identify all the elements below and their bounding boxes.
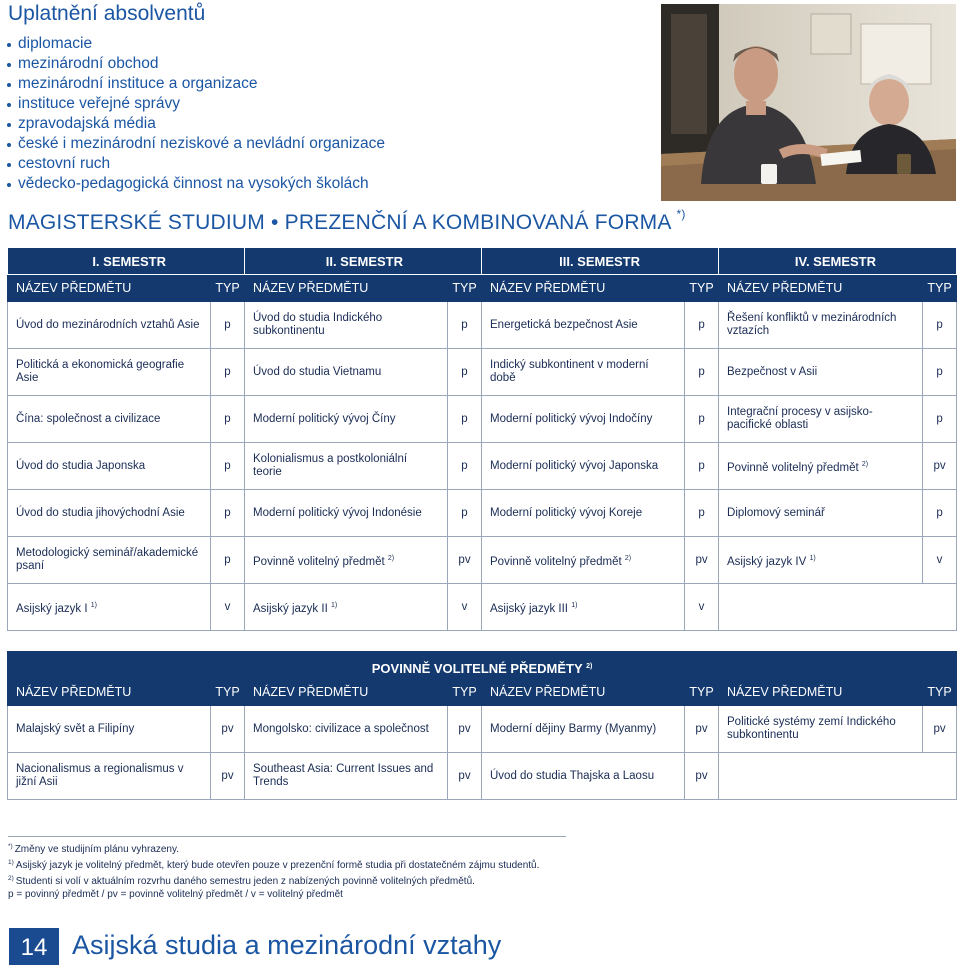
course-type: pv bbox=[448, 537, 482, 584]
course-name bbox=[719, 490, 923, 537]
electives-table bbox=[7, 651, 957, 800]
course-title: Povinně volitelný předmět bbox=[253, 555, 385, 568]
course-name bbox=[8, 706, 211, 753]
study-heading bbox=[8, 207, 686, 235]
course-type: pv bbox=[685, 706, 719, 753]
course-title: Mongolsko: civilizace a společnost bbox=[253, 722, 429, 735]
page-number: 14 bbox=[9, 928, 59, 965]
course-title: Řešení konfliktů v mezinárodních vztazích bbox=[727, 312, 897, 337]
table-row bbox=[8, 537, 957, 584]
course-name bbox=[719, 349, 923, 396]
course-name bbox=[482, 584, 685, 631]
course-name bbox=[719, 302, 923, 349]
course-name bbox=[482, 396, 685, 443]
course-type: pv bbox=[923, 443, 957, 490]
course-name bbox=[8, 396, 211, 443]
course-type: p bbox=[923, 490, 957, 537]
course-type: p bbox=[923, 349, 957, 396]
course-name bbox=[719, 443, 923, 490]
course-title: Úvod do studia Indického subkontinentu bbox=[253, 312, 383, 337]
footnote-ref: 1) bbox=[809, 554, 816, 562]
course-name bbox=[245, 584, 448, 631]
course-title: Nacionalismus a regionalismus v jižní Asii bbox=[16, 763, 184, 788]
course-name bbox=[482, 537, 685, 584]
course-type: pv bbox=[448, 753, 482, 800]
course-title: Úvod do studia Vietnamu bbox=[253, 365, 382, 378]
course-type: pv bbox=[211, 753, 245, 800]
study-heading-mark: *) bbox=[676, 207, 686, 221]
footnote: *) Změny ve studijním plánu vyhrazeny. bbox=[8, 843, 180, 855]
column-header-name: NÁZEV PŘEDMĚTU bbox=[8, 275, 211, 302]
course-title: Úvod do studia jihovýchodní Asie bbox=[16, 506, 185, 519]
footnote: $^{1)}$ Asijský jazyk je volitelný předmět, který bude otevřen pouze v prezenční formě studia při dostatečném zájmu studentů. bbox=[8, 859, 540, 871]
course-name bbox=[482, 753, 685, 800]
course-title: Asijský jazyk II bbox=[253, 602, 328, 615]
course-title: Povinně volitelný předmět bbox=[490, 555, 622, 568]
column-header-name: NÁZEV PŘEDMĚTU bbox=[245, 679, 448, 706]
column-header-row bbox=[8, 679, 957, 706]
course-name bbox=[245, 443, 448, 490]
course-type: v bbox=[923, 537, 957, 584]
course-type: p bbox=[211, 302, 245, 349]
course-title: Politické systémy zemí Indického subkontinentu bbox=[727, 716, 896, 741]
semester-header: II. SEMESTR bbox=[245, 248, 482, 275]
footnotes bbox=[8, 840, 539, 901]
course-title: Integrační procesy v asijsko-pacifické oblasti bbox=[727, 406, 873, 431]
footnote-ref: 1) bbox=[330, 601, 338, 609]
list-item: mezinárodní instituce a organizace bbox=[6, 74, 385, 94]
course-title: Moderní politický vývoj Indonésie bbox=[253, 506, 422, 519]
course-title: Úvod do mezinárodních vztahů Asie bbox=[16, 318, 200, 331]
course-title: Politická a ekonomická geografie Asie bbox=[16, 359, 185, 384]
course-name bbox=[245, 753, 448, 800]
course-type: v bbox=[211, 584, 245, 631]
column-header-type: TYP bbox=[211, 679, 245, 706]
course-title: Diplomový seminář bbox=[727, 506, 825, 519]
curriculum-table bbox=[7, 247, 957, 631]
footnote-ref: 2) bbox=[861, 460, 869, 468]
table-row bbox=[8, 753, 957, 800]
course-type: p bbox=[685, 396, 719, 443]
course-title: Povinně volitelný předmět bbox=[727, 461, 859, 474]
course-name bbox=[245, 396, 448, 443]
course-name bbox=[8, 349, 211, 396]
column-header-name: NÁZEV PŘEDMĚTU bbox=[482, 679, 685, 706]
column-header-type: TYP bbox=[448, 679, 482, 706]
table-row bbox=[8, 349, 957, 396]
list-item: diplomacie bbox=[6, 34, 385, 54]
footnote-ref: 1) bbox=[90, 601, 98, 609]
course-type: p bbox=[211, 443, 245, 490]
semester-header: IV. SEMESTR bbox=[719, 248, 957, 275]
course-title: Asijský jazyk III bbox=[490, 602, 568, 615]
table-row bbox=[8, 302, 957, 349]
course-name bbox=[482, 349, 685, 396]
list-item: instituce veřejné správy bbox=[6, 94, 385, 114]
course-name bbox=[245, 490, 448, 537]
course-name bbox=[482, 706, 685, 753]
employment-list bbox=[6, 34, 385, 194]
course-title: Southeast Asia: Current Issues and Trends bbox=[253, 763, 434, 788]
course-name bbox=[719, 706, 923, 753]
column-header-type: TYP bbox=[923, 275, 957, 302]
course-type: pv bbox=[923, 706, 957, 753]
page-title: Uplatnění absolventů bbox=[8, 2, 206, 25]
course-name bbox=[8, 537, 211, 584]
course-type: p bbox=[448, 396, 482, 443]
course-type: p bbox=[923, 302, 957, 349]
course-title: Metodologický seminář/akademické psaní bbox=[16, 547, 199, 572]
course-title: Asijský jazyk IV bbox=[727, 555, 807, 568]
footnote-ref: 2) bbox=[586, 662, 593, 670]
course-type: p bbox=[448, 443, 482, 490]
table-row bbox=[8, 490, 957, 537]
empty-cell bbox=[719, 753, 957, 800]
electives-heading bbox=[8, 652, 957, 679]
course-type: p bbox=[685, 349, 719, 396]
course-title: Moderní dějiny Barmy (Myanmy) bbox=[490, 722, 657, 735]
course-type: pv bbox=[685, 537, 719, 584]
course-type: pv bbox=[685, 753, 719, 800]
course-name bbox=[8, 490, 211, 537]
list-item: cestovní ruch bbox=[6, 154, 385, 174]
course-title: Indický subkontinent v moderní době bbox=[490, 359, 649, 384]
footnote-ref: 1) bbox=[571, 601, 578, 609]
course-title: Asijský jazyk I bbox=[16, 602, 88, 615]
course-name bbox=[719, 537, 923, 584]
course-type: p bbox=[448, 349, 482, 396]
column-header-type: TYP bbox=[685, 275, 719, 302]
electives-heading-row bbox=[8, 652, 957, 679]
course-type: p bbox=[211, 537, 245, 584]
electives-heading-text: POVINNĚ VOLITELNÉ PŘEDMĚTY bbox=[371, 660, 583, 676]
course-title: Úvod do studia Japonska bbox=[16, 459, 146, 472]
list-item: české i mezinárodní neziskové a nevládní organizace bbox=[6, 134, 385, 154]
list-item: mezinárodní obchod bbox=[6, 54, 385, 74]
table-row bbox=[8, 584, 957, 631]
semester-row bbox=[8, 248, 957, 275]
course-type: p bbox=[448, 490, 482, 537]
course-type: pv bbox=[448, 706, 482, 753]
footnote-divider bbox=[8, 836, 566, 837]
course-name bbox=[245, 302, 448, 349]
column-header-name: NÁZEV PŘEDMĚTU bbox=[719, 275, 923, 302]
course-type: p bbox=[211, 349, 245, 396]
course-title: Moderní politický vývoj Číny bbox=[253, 412, 396, 425]
footnote: $^{2)}$ Studenti si volí v aktuálním rozvrhu daného semestru jeden z nabízených povinně volitelných předmětů. bbox=[8, 875, 475, 887]
course-title: Energetická bezpečnost Asie bbox=[490, 318, 638, 331]
semester-header: I. SEMESTR bbox=[8, 248, 245, 275]
two-men-discussion-photo bbox=[661, 4, 956, 201]
course-name bbox=[245, 349, 448, 396]
course-name bbox=[8, 302, 211, 349]
course-type: p bbox=[685, 490, 719, 537]
column-header-type: TYP bbox=[685, 679, 719, 706]
course-type: p bbox=[923, 396, 957, 443]
column-header-row bbox=[8, 275, 957, 302]
course-type: pv bbox=[211, 706, 245, 753]
course-title: Čína: společnost a civilizace bbox=[16, 412, 161, 425]
column-header-name: NÁZEV PŘEDMĚTU bbox=[245, 275, 448, 302]
semester-header: III. SEMESTR bbox=[482, 248, 719, 275]
course-name bbox=[482, 302, 685, 349]
course-type: v bbox=[685, 584, 719, 631]
column-header-name: NÁZEV PŘEDMĚTU bbox=[8, 679, 211, 706]
list-item: vědecko-pedagogická činnost na vysokých školách bbox=[6, 174, 385, 194]
course-name bbox=[719, 396, 923, 443]
course-title: Bezpečnost v Asii bbox=[727, 365, 818, 378]
course-name bbox=[8, 443, 211, 490]
course-type: p bbox=[211, 396, 245, 443]
footnote-legend: p = povinný předmět / pv = povinně volitelný předmět / v = volitelný předmět bbox=[8, 889, 343, 900]
table-row bbox=[8, 706, 957, 753]
column-header-type: TYP bbox=[923, 679, 957, 706]
course-name bbox=[482, 490, 685, 537]
table-row bbox=[8, 396, 957, 443]
course-name bbox=[482, 443, 685, 490]
empty-cell bbox=[719, 584, 957, 631]
course-type: p bbox=[685, 302, 719, 349]
footnote-ref: 2) bbox=[387, 554, 395, 562]
course-title: Moderní politický vývoj Indočíny bbox=[490, 412, 653, 425]
column-header-type: TYP bbox=[211, 275, 245, 302]
column-header-name: NÁZEV PŘEDMĚTU bbox=[719, 679, 923, 706]
course-type: v bbox=[448, 584, 482, 631]
column-header-type: TYP bbox=[448, 275, 482, 302]
course-type: p bbox=[448, 302, 482, 349]
footnote-ref: 2) bbox=[624, 554, 632, 562]
list-item: zpravodajská média bbox=[6, 114, 385, 134]
course-name bbox=[8, 584, 211, 631]
table-row bbox=[8, 443, 957, 490]
course-name bbox=[245, 706, 448, 753]
course-title: Moderní politický vývoj Koreje bbox=[490, 506, 643, 519]
course-name bbox=[245, 537, 448, 584]
course-type: p bbox=[685, 443, 719, 490]
page-running-title: Asijská studia a mezinárodní vztahy bbox=[72, 930, 502, 960]
course-title: Moderní politický vývoj Japonska bbox=[490, 459, 659, 472]
course-title: Úvod do studia Thajska a Laosu bbox=[490, 769, 655, 782]
study-heading-text: MAGISTERSKÉ STUDIUM • PREZENČNÍ A KOMBINOVANÁ FORMA bbox=[8, 211, 671, 234]
course-title: Malajský svět a Filipíny bbox=[16, 722, 135, 735]
course-name bbox=[8, 753, 211, 800]
column-header-name: NÁZEV PŘEDMĚTU bbox=[482, 275, 685, 302]
course-title: Kolonialismus a postkoloniální teorie bbox=[253, 453, 408, 478]
course-type: p bbox=[211, 490, 245, 537]
